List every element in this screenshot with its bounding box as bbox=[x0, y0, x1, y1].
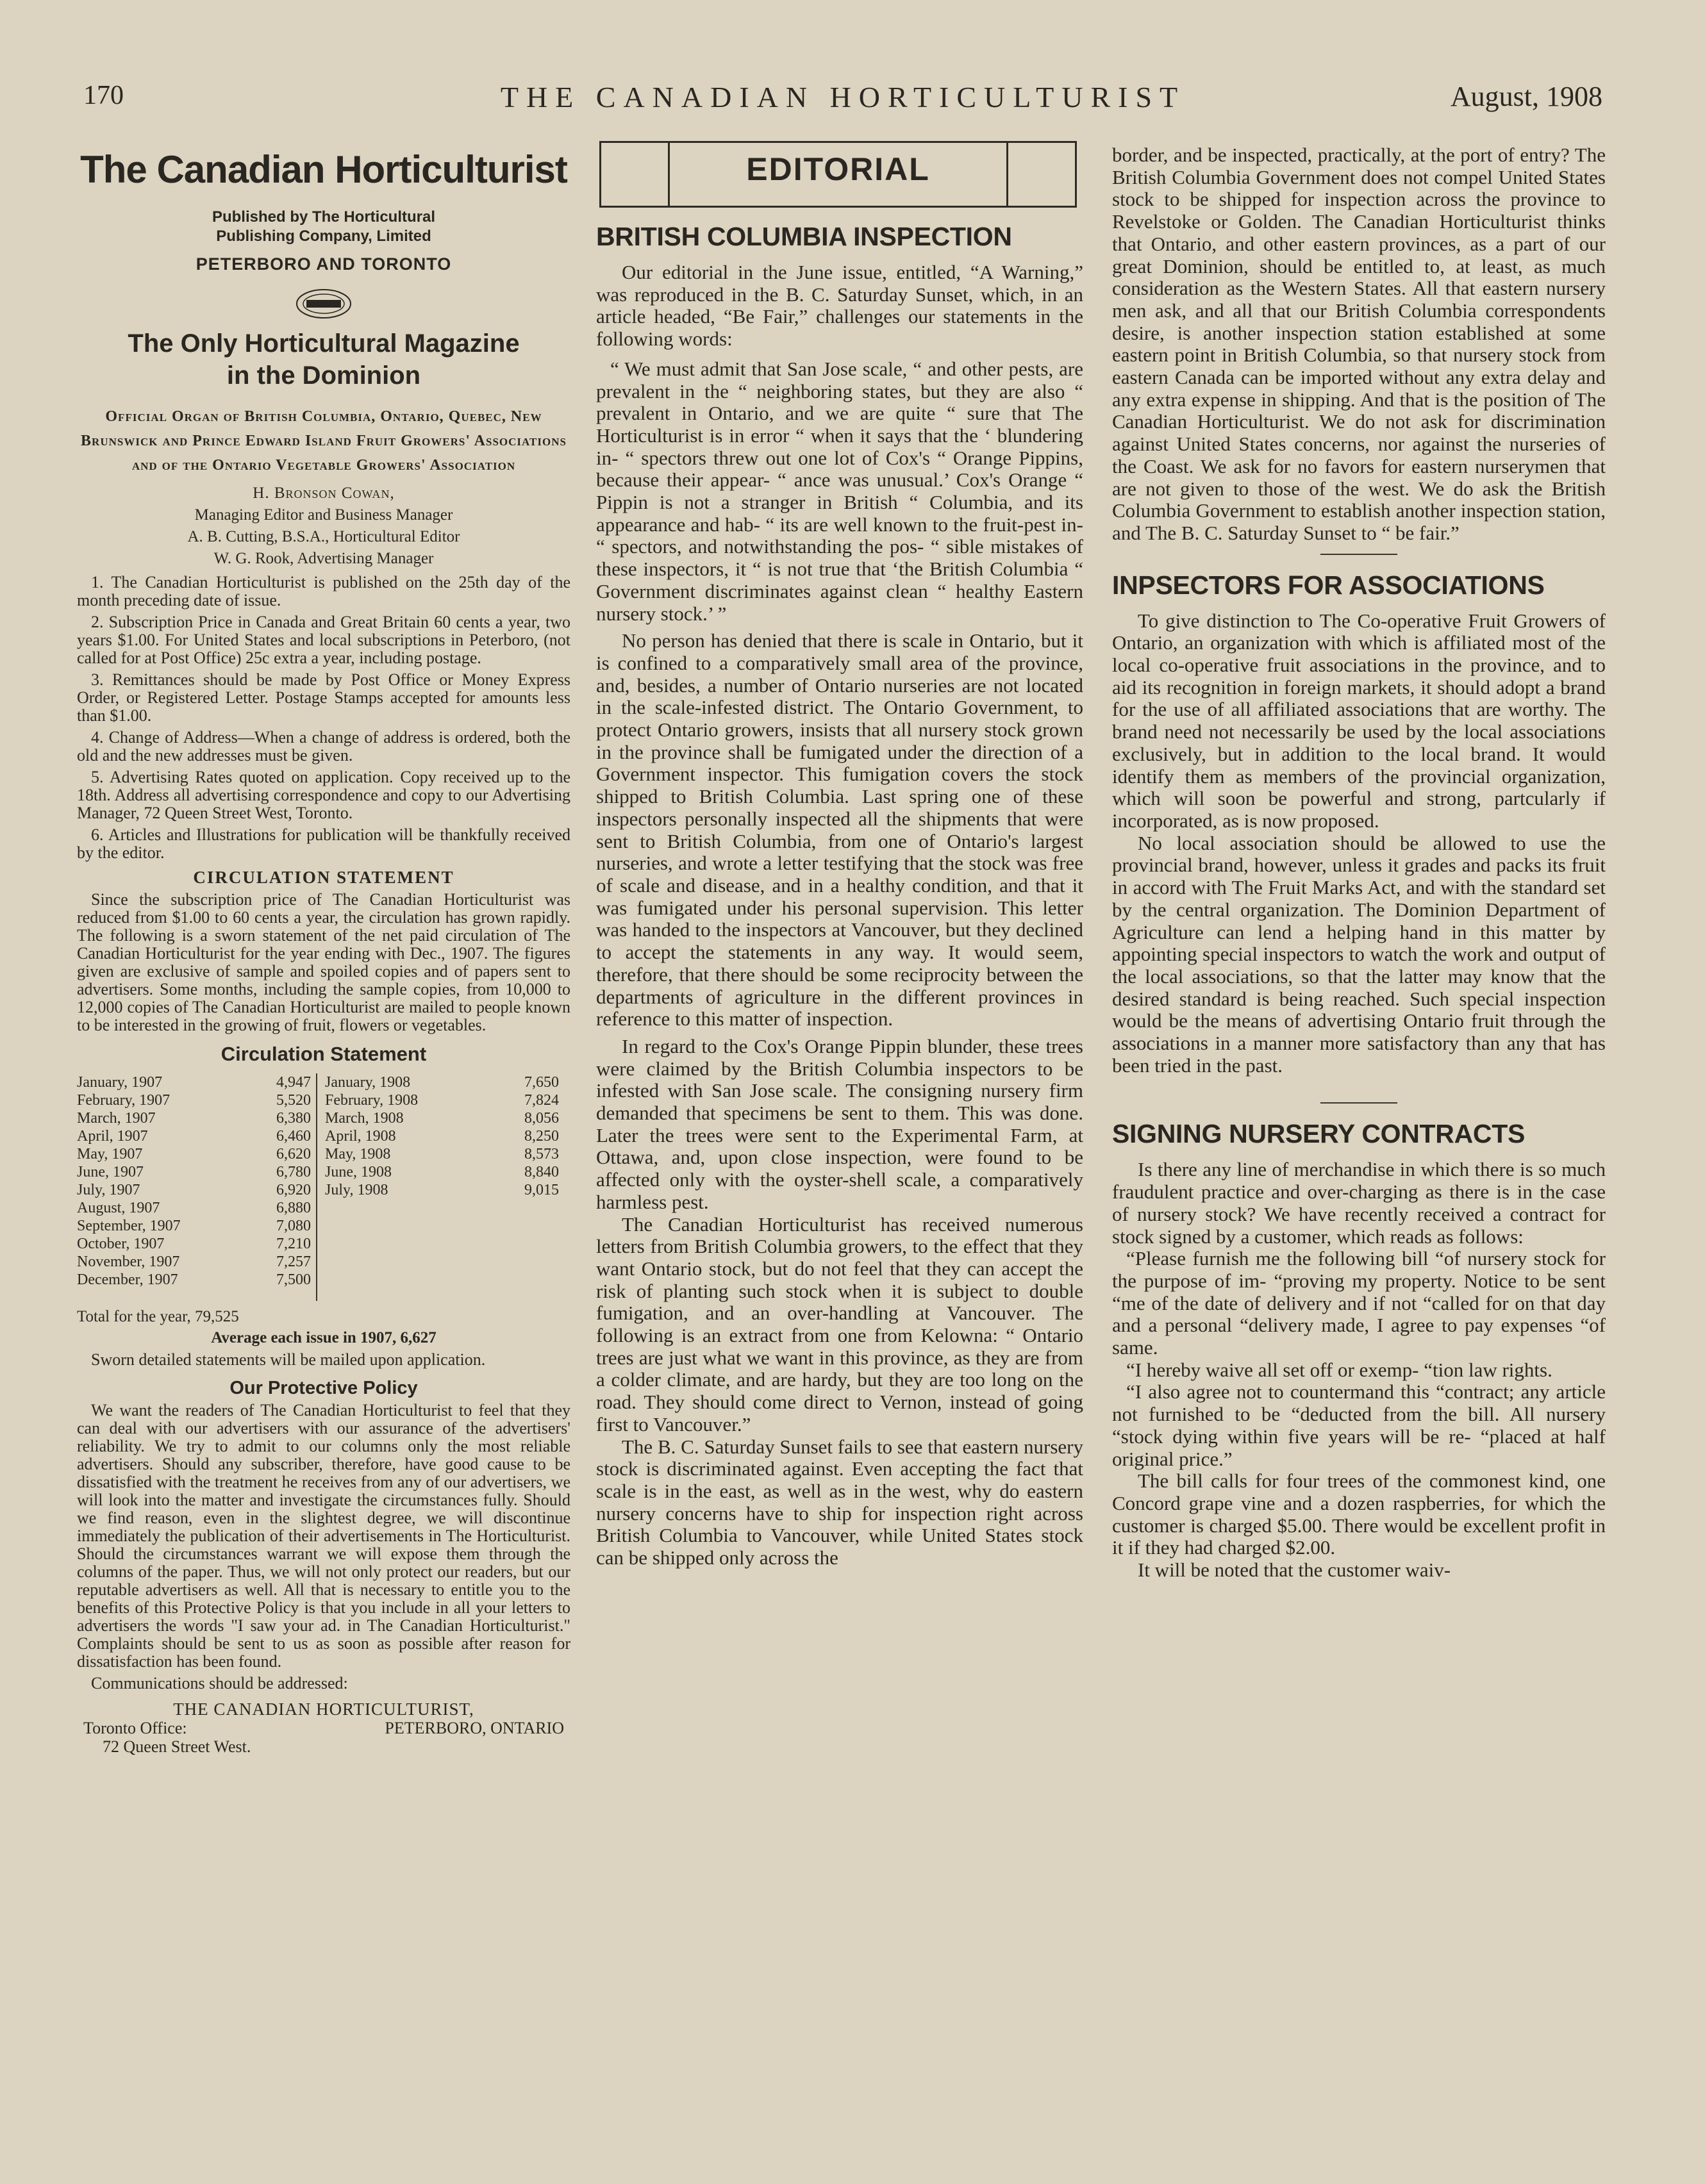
circulation-row bbox=[325, 1145, 559, 1163]
circulation-row bbox=[77, 1091, 311, 1109]
assoc-para-2: No local association should be allowed to use the provincial brand, however, unless it grades and packs its fruit in accord with The Fruit Marks Act, and with the standard set by the central organization. The Dominion Department of Agriculture can lend a helping hand in this matter by appointing special inspectors to watch the work and output of the local associations, so that the latter may know that the desired standard is being reached. Such special inspection would be the means of advertising Ontario fruit through the associations in a manner more satisfactory than any that has been tried in the past. bbox=[1112, 831, 1606, 1077]
circulation-value: 8,840 bbox=[524, 1164, 559, 1180]
circulation-value: 8,250 bbox=[524, 1128, 559, 1145]
page-number: 170 bbox=[83, 81, 124, 110]
staff-line: H. Bronson Cowan, bbox=[253, 484, 395, 502]
bc-continued: border, and be inspected, practically, at the port of entry? The British Columbia Government does not compel United States stock to be shipped for inspection across the province to Revelstoke or Golden. The Canadian Horticulturist thinks that Ontario, and other eastern provinces, as a part of our great Dominion, should be entitled to, at least, as much consideration as the Western States. All that eastern nursery men ask, and all that our British Columbia correspondents desire, is another inspection station established at some eastern point in British Columbia, so that nursery stock from eastern Canada can be imported without any extra delay and any extra expense in shipping. And that is the position of The Canadian Horticulturist. We do not ask for discrimination against United States concerns, nor against the nurseries of the Coast. We ask for no favors for eastern nurserymen that are not given to those of the west. We do ask the British Columbia Government to establish another inspection station, and The B. C. Saturday Sunset to “ be fair.” bbox=[1112, 144, 1606, 544]
circulation-row bbox=[77, 1253, 311, 1271]
bc-quote-text: “ We must admit that San Jose scale, “ and other pests, are prevalent in the “ neighboring states, but they are also “ prevalent in Ontario, and we are quite “ sure that The Horticulturist is in error “ when it says that the ‘ blundering in- “ spectors threw out one lot of Cox's “ Orange Pippins, because their appear- “ ance was unusual.’ Cox's Orange “ Pippin is not a stranger in British “ Columbia, and its appearance and hab- “ its are well known to the fruit-pest in- “ spectors, and notwithstanding the pos- “ sible mistakes of these inspectors, it “ is not true that ‘the British Columbia “ Government discriminates against clean “ healthy Eastern nursery stock.’ ” bbox=[596, 357, 1083, 625]
staff-list bbox=[77, 483, 570, 570]
street-address: 72 Queen Street West. bbox=[103, 1737, 251, 1756]
circulation-row bbox=[77, 1217, 311, 1235]
circulation-text: Since the subscription price of The Canadian Horticulturist was reduced from $1.00 to 60 cents a year, the circulation has grown rapidly. The following is a sworn statement of the net paid circulation of The Canadian Horticulturist for the year ending with Dec., 1907. The figures given are exclusive of sample and spoiled copies and of papers sent to advertisers. Some months, including the sample copies, from 10,000 to 12,000 copies of The Canadian Horticulturist are mailed to people known to be interested in the growing of fruit, flowers or vegetables. bbox=[77, 890, 570, 1034]
circulation-value: 7,210 bbox=[276, 1236, 311, 1252]
circulation-value: 6,460 bbox=[276, 1128, 311, 1145]
circulation-value: 7,257 bbox=[276, 1253, 311, 1270]
running-header bbox=[83, 80, 1602, 125]
associations-heading: INPSECTORS FOR ASSOCIATIONS bbox=[1112, 570, 1545, 600]
circulation-month: July, 1907 bbox=[77, 1182, 140, 1198]
circulation-value: 7,650 bbox=[524, 1074, 559, 1091]
circulation-month: February, 1908 bbox=[325, 1092, 419, 1109]
circulation-month: June, 1908 bbox=[325, 1164, 392, 1180]
circulation-total: Total for the year, 79,525 bbox=[77, 1308, 239, 1325]
circulation-heading: CIRCULATION STATEMENT bbox=[193, 868, 454, 887]
address-row bbox=[77, 1719, 570, 1737]
bc-inspection-heading: BRITISH COLUMBIA INSPECTION bbox=[596, 222, 1012, 251]
notice-6: 6. Articles and Illustrations for publication will be thankfully received by the editor. bbox=[77, 825, 570, 862]
contract-quote-1: “Please furnish me the following bill “of nursery stock for the purpose of im- “proving my property. Notice to be sent “me of the date of delivery and if not “called for on that day and a personal “delivery made, I agree to pay expenses “of same. bbox=[1112, 1247, 1606, 1359]
sworn-statement: Sworn detailed statements will be mailed upon application. bbox=[91, 1350, 486, 1369]
publisher-cities: PETERBORO AND TORONTO bbox=[195, 254, 452, 274]
circulation-value: 6,780 bbox=[276, 1164, 311, 1180]
circulation-month: October, 1907 bbox=[77, 1236, 165, 1252]
circulation-row bbox=[77, 1145, 311, 1163]
circulation-value: 4,947 bbox=[276, 1074, 311, 1091]
circulation-month: April, 1908 bbox=[325, 1128, 396, 1145]
only-magazine-tagline: The Only Horticultural Magazine in the Dominion bbox=[128, 329, 520, 390]
contracts-para-1: Is there any line of merchandise in which there is so much fraudulent practice and over-charging as there is in the case of nursery stock? We have recently received a contract for stock signed by a customer, which reads as follows: bbox=[1112, 1158, 1606, 1248]
staff-line: A. B. Cutting, B.S.A., Horticultural Editor bbox=[187, 528, 460, 545]
communications-line: Communications should be addressed: bbox=[91, 1674, 348, 1692]
bc-para-5: The B. C. Saturday Sunset fails to see that eastern nursery stock is discriminated against. Even accepting the fact that scale is in the east, as well as in the west, why do eastern nursery concerns have to ship for inspection right across British Columbia to Vancouver, while United States stock can be shipped only across the bbox=[596, 1435, 1083, 1569]
circulation-month: March, 1907 bbox=[77, 1110, 156, 1127]
circulation-month: March, 1908 bbox=[325, 1110, 404, 1127]
circulation-row bbox=[77, 1109, 311, 1127]
circulation-row bbox=[77, 1235, 311, 1253]
contract-quote bbox=[1112, 1248, 1606, 1470]
bc-quote bbox=[596, 358, 1083, 625]
policy-heading: Our Protective Policy bbox=[229, 1378, 418, 1398]
publication-title: The Canadian Horticulturist bbox=[80, 148, 567, 191]
notice-2: 2. Subscription Price in Canada and Great Britain 60 cents a year, two years $1.00. For United States and local subscriptions in Peterboro, (not called for at Post Office) 25c extra a year, including postage. bbox=[77, 613, 570, 667]
circulation-value: 7,500 bbox=[276, 1271, 311, 1288]
editorial-banner bbox=[599, 141, 1077, 208]
circulation-value: 8,056 bbox=[524, 1110, 559, 1127]
circulation-row bbox=[77, 1271, 311, 1289]
circulation-value: 7,080 bbox=[276, 1218, 311, 1234]
circulation-month: February, 1907 bbox=[77, 1092, 170, 1109]
circulation-month: January, 1908 bbox=[325, 1074, 411, 1091]
circulation-value: 9,015 bbox=[524, 1182, 559, 1198]
notice-4: 4. Change of Address—When a change of address is ordered, both the old and the new addresses must be given. bbox=[77, 728, 570, 765]
notice-1: 1. The Canadian Horticulturist is published on the 25th day of the month preceding date of issue. bbox=[77, 573, 570, 609]
circulation-month: July, 1908 bbox=[325, 1182, 388, 1198]
circulation-row bbox=[325, 1181, 559, 1199]
masthead: THE CANADIAN HORTICULTURIST bbox=[500, 81, 1186, 113]
circulation-value: 7,824 bbox=[524, 1092, 559, 1109]
circulation-row bbox=[77, 1199, 311, 1217]
section-rule bbox=[1320, 1102, 1397, 1104]
toronto-office: Toronto Office: bbox=[83, 1719, 187, 1737]
circulation-month: May, 1907 bbox=[77, 1146, 143, 1162]
section-rule bbox=[1320, 554, 1397, 555]
issue-date: August, 1908 bbox=[1450, 81, 1602, 112]
circulation-table bbox=[77, 1073, 570, 1301]
circulation-month: April, 1907 bbox=[77, 1128, 148, 1145]
circulation-month: August, 1907 bbox=[77, 1200, 160, 1216]
circulation-average: Average each issue in 1907, 6,627 bbox=[211, 1329, 437, 1346]
staff-line: W. G. Rook, Advertising Manager bbox=[213, 550, 434, 567]
circulation-1907 bbox=[77, 1073, 317, 1301]
editorial-column-left bbox=[596, 141, 1083, 1569]
circulation-row bbox=[77, 1163, 311, 1181]
circulation-value: 6,380 bbox=[276, 1110, 311, 1127]
circulation-month: September, 1907 bbox=[77, 1218, 181, 1234]
bc-para-3: In regard to the Cox's Orange Pippin blunder, these trees were claimed by the British Columbia inspectors to be infested with San Jose scale. The consigning nursery firm demanded that specimens be sent to them. This was done. Later the trees were sent to the Experimental Farm, at Ottawa, and, upon close inspection, were found to be affected only with the oyster-shell scale, a comparatively harmless pest. bbox=[596, 1034, 1083, 1213]
notice-5: 5. Advertising Rates quoted on application. Copy received up to the 18th. Address all advertising correspondence and copy to our Advertising Manager, 72 Queen Street West, Toronto. bbox=[77, 768, 570, 822]
circulation-value: 6,880 bbox=[276, 1200, 311, 1216]
circulation-row bbox=[325, 1109, 559, 1127]
contracts-para-3: It will be noted that the customer waiv- bbox=[1138, 1559, 1451, 1582]
circulation-month: May, 1908 bbox=[325, 1146, 391, 1162]
circulation-1908 bbox=[317, 1073, 559, 1301]
circulation-month: December, 1907 bbox=[77, 1271, 178, 1288]
publisher-line: Published by The Horticultural Publishing Company, Limited bbox=[212, 208, 436, 245]
staff-line: Managing Editor and Business Manager bbox=[194, 506, 453, 524]
policy-text: We want the readers of The Canadian Horticulturist to feel that they can deal with our advertisers with our assurance of the advertisers' reliability. We try to admit to our columns only the most reliable advertisers. Should any subscriber, therefore, have good cause to be dissatisfied with the treatment he receives from any of our advertisers, we will look into the matter and investigate the circumstances fully. Should we find reason, even in the slightest degree, we will discontinue immediately the publication of their advertisements in The Horticulturist. Should the circumstances warrant we will expose them through the columns of the paper. Thus, we will not only protect our readers, but our reputable advertisers as well. All that is necessary to entitle you to the benefits of this Protective Policy is that you include in all your letters to advertisers the words "I saw your ad. in The Canadian Horticulturist." Complaints should be sent to us as soon as possible after reason for dissatisfaction has been found. bbox=[77, 1401, 570, 1671]
circulation-value: 5,520 bbox=[276, 1092, 311, 1109]
union-label-emblem bbox=[295, 288, 353, 320]
notice-3: 3. Remittances should be made by Post Office or Money Express Order, or Registered Letter. Postage Stamps accepted for amounts less than $1.00. bbox=[77, 670, 570, 725]
editorial-label: EDITORIAL bbox=[746, 151, 930, 187]
circulation-month: January, 1907 bbox=[77, 1074, 163, 1091]
circulation-row bbox=[325, 1127, 559, 1145]
contract-quote-2: “I hereby waive all set off or exemp- “tion law rights. bbox=[1126, 1358, 1552, 1381]
contract-quote-3: “I also agree not to countermand this “contract; any article not furnished to be “deducted from the bill. All nursery “stock dying within five years will be re- “placed at half original price.” bbox=[1112, 1380, 1606, 1470]
circulation-row bbox=[77, 1127, 311, 1145]
bc-para-1: Our editorial in the June issue, entitled, “A Warning,” was reproduced in the B. C. Saturday Sunset, which, in an article headed, “Be Fair,” challenges our statements in the following words: bbox=[596, 261, 1083, 351]
assoc-para-1: To give distinction to The Co-operative Fruit Growers of Ontario, an organization with which is affiliated most of the local co-operative fruit associations in the province, and to aid its recognition in foreign markets, it should adopt a brand for the use of all affiliated associations that are worthy. The brand need not necessarily be used by the local associations exclusively, but in addition to the local brand. It would identify them as members of the provincial organization, which will soon be powerful and strong, partcularly if incorporated, as is now proposed. bbox=[1112, 609, 1606, 832]
circulation-value: 6,620 bbox=[276, 1146, 311, 1162]
official-organ: Official Organ of British Columbia, Ontario, Quebec, New Brunswick and Prince Edward Island Fruit Growers' Associations and of the Ontario Vegetable Growers' Association bbox=[81, 408, 567, 474]
editorial-column-right bbox=[1112, 144, 1606, 1582]
circulation-row bbox=[325, 1091, 559, 1109]
circulation-month: November, 1907 bbox=[77, 1253, 180, 1270]
address-heading: THE CANADIAN HORTICULTURIST, bbox=[173, 1700, 474, 1719]
circulation-row bbox=[77, 1181, 311, 1199]
circulation-row bbox=[77, 1073, 311, 1091]
publisher-column bbox=[77, 141, 570, 1756]
circulation-table-heading: Circulation Statement bbox=[220, 1043, 427, 1065]
circulation-value: 8,573 bbox=[524, 1146, 559, 1162]
circulation-value: 6,920 bbox=[276, 1182, 311, 1198]
bc-para-2: No person has denied that there is scale in Ontario, but it is confined to a comparatively small area of the province, and, besides, a number of Ontario nurseries are not located in the scale-infested district. The Ontario Government, to protect Ontario growers, insists that all nursery stock grown in the province shall be fumigated under the direction of a Government inspector. This fumigation covers the stock shipped to British Columbia. Last spring one of these inspectors personally inspected all the shipments that were sent to British Columbia, from one of Ontario's largest nurseries, and wrote a letter testifying that the stock was free of scale and disease, and in a healthy condition, and that it was fumigated under his personal supervision. This letter was handed to the inspectors at Vancouver, but they declined to accept the statements in any way. It would seem, therefore, that there should be some reciprocity between the departments of agriculture in the different provinces in reference to this matter of inspection. bbox=[596, 629, 1083, 1030]
contracts-para-2: The bill calls for four trees of the commonest kind, one Concord grape vine and a dozen raspberries, for which the customer is charged $5.00. There would be excellent profit in it if they had charged $2.00. bbox=[1112, 1469, 1606, 1559]
peterboro-address: PETERBORO, ONTARIO bbox=[385, 1719, 564, 1737]
bc-para-4: The Canadian Horticulturist has received numerous letters from British Columbia growers, to the effect that they want Ontario stock, but do not feel that they can accept the risk of planting such stock when it is subject to double fumigation, and an over-handling at Vancouver. The following is an extract from one from Kelowna: “ Ontario trees are just what we want in this province, as they are from a colder climate, and are hardy, but they are too long on the road. They should come direct to Vernon, instead of going first to Vancouver.” bbox=[596, 1212, 1083, 1435]
contracts-heading: SIGNING NURSERY CONTRACTS bbox=[1112, 1119, 1525, 1149]
circulation-row bbox=[325, 1163, 559, 1181]
circulation-row bbox=[325, 1073, 559, 1091]
circulation-month: June, 1907 bbox=[77, 1164, 144, 1180]
